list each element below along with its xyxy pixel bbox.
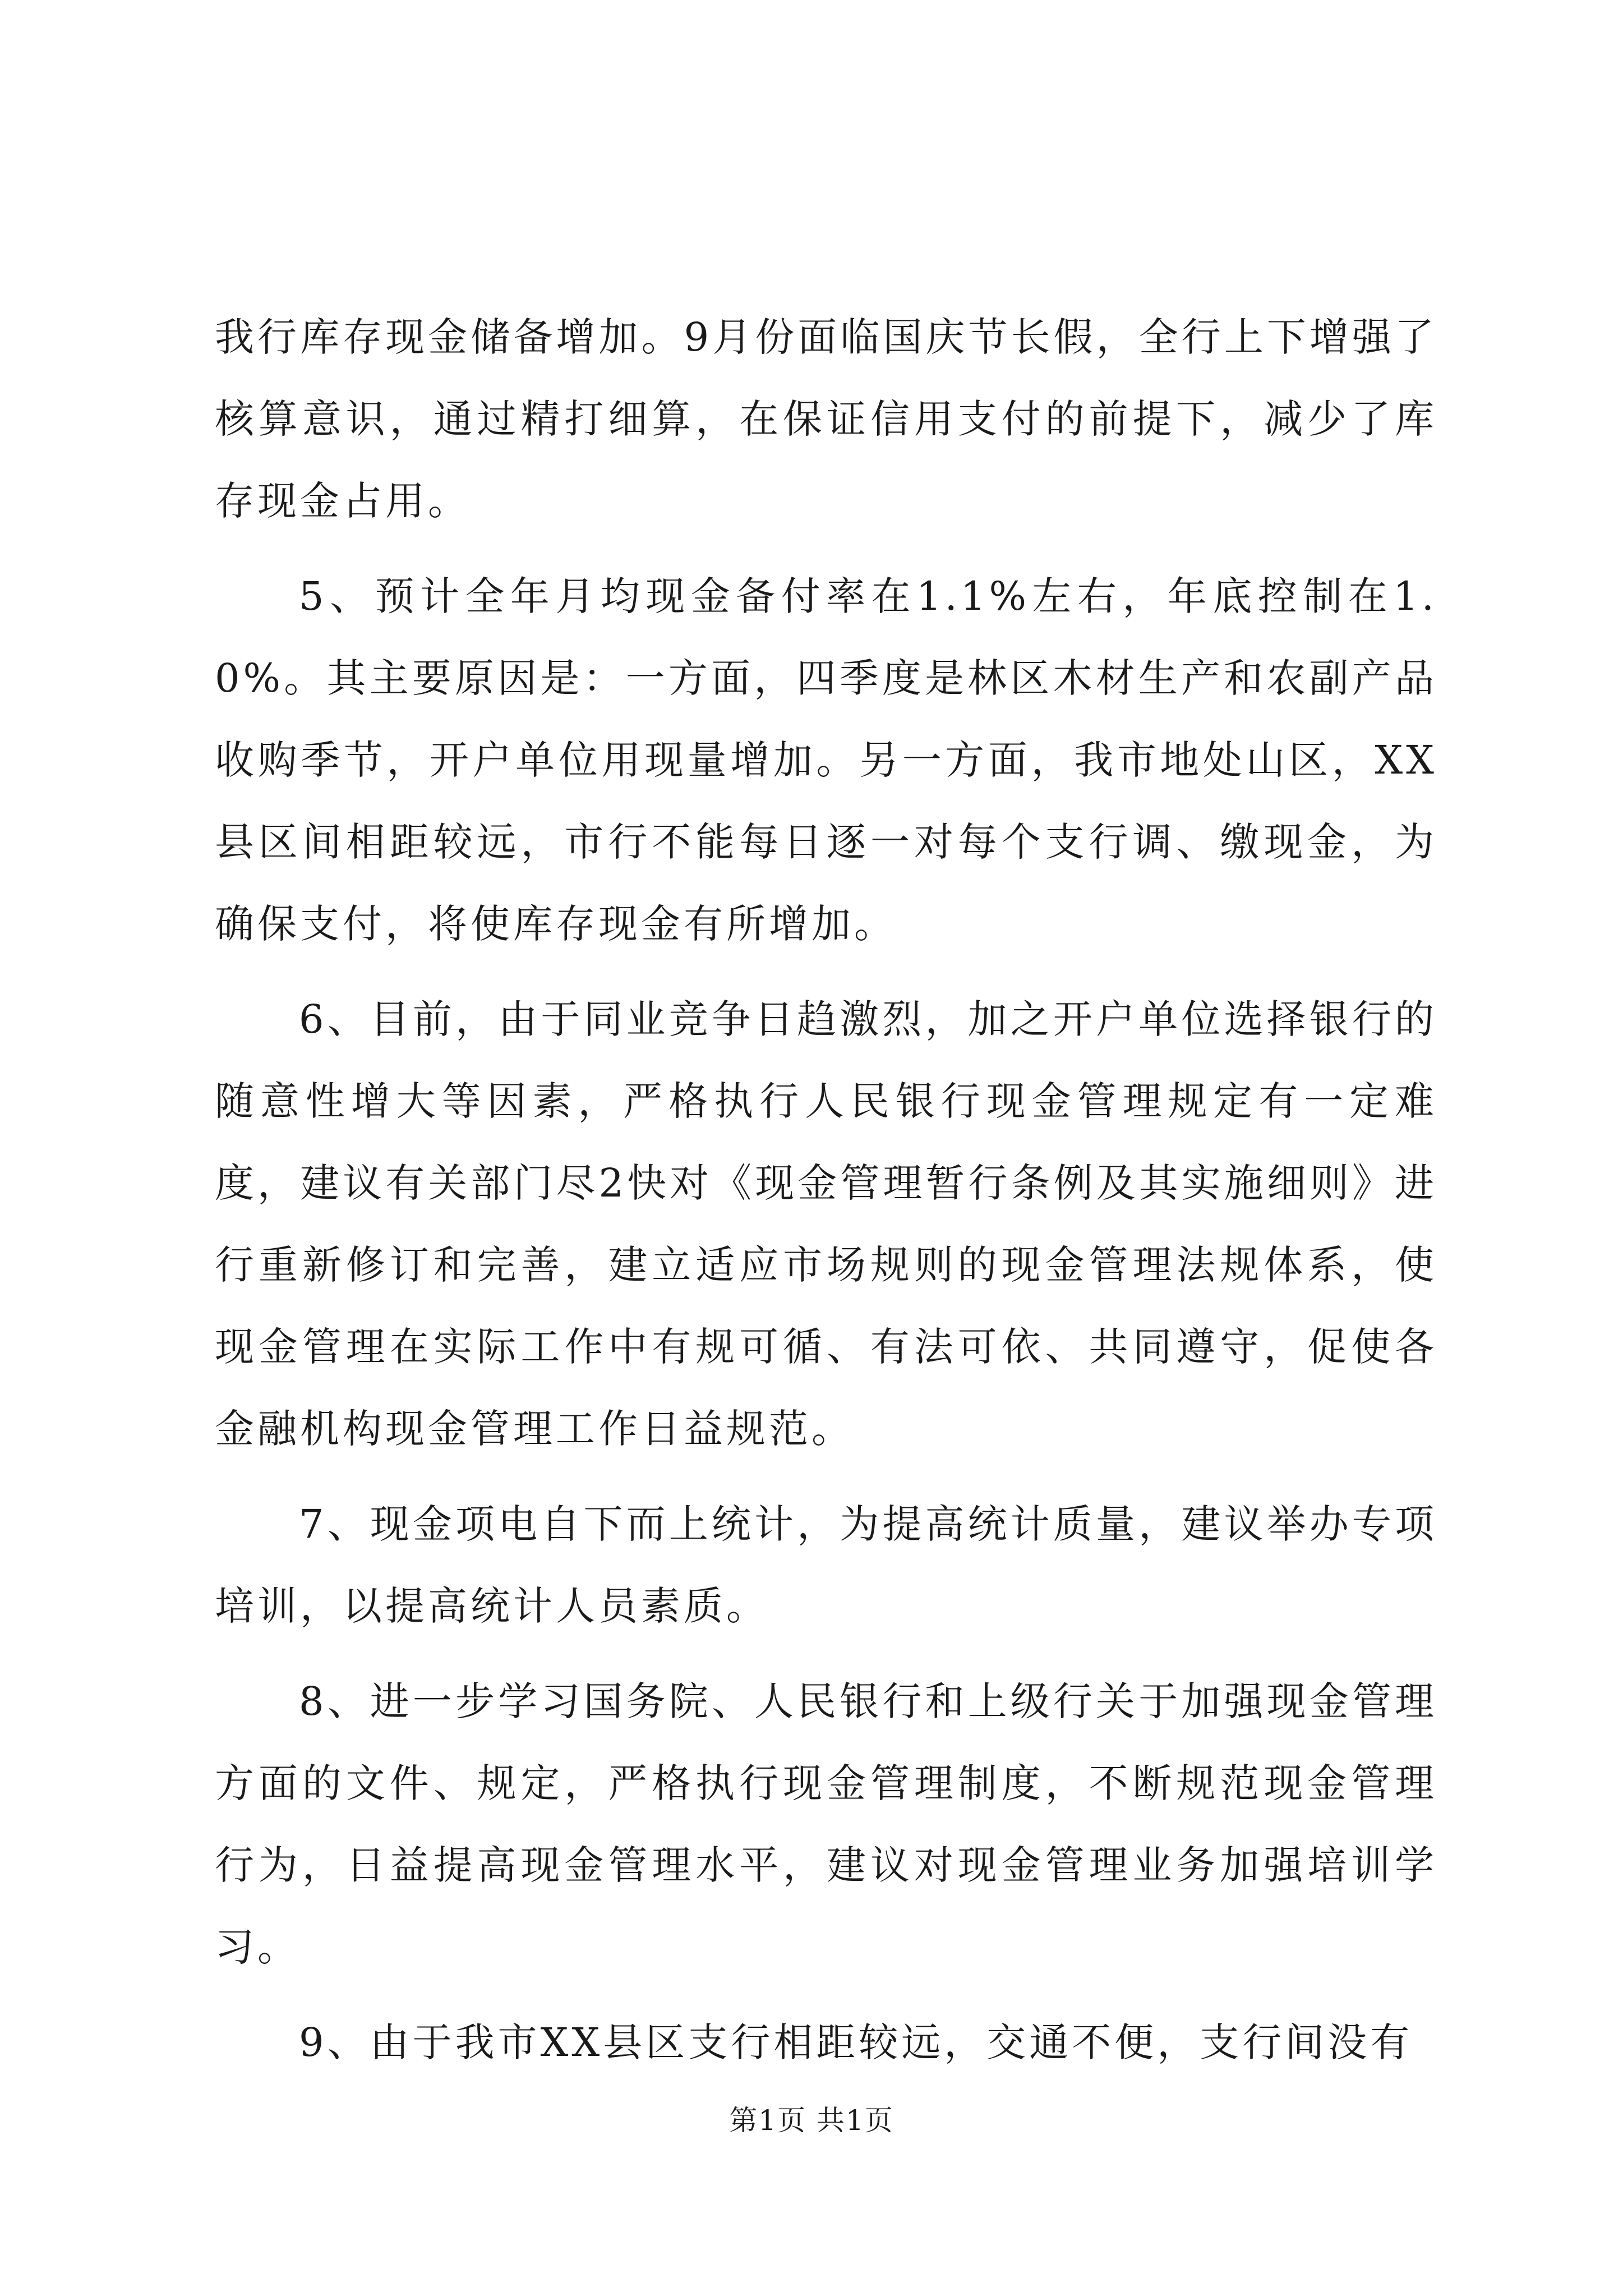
page-footer: 第1页 共1页 — [729, 2104, 894, 2137]
document-body — [215, 296, 1437, 2097]
paragraph-2: 5、预计全年月均现金备付率在1.1%左右，年底控制在1.0%。其主要原因是：一方面，四季度是林区木材生产和农副产品收购季节，开户单位用现量增加。另一方面，我市地处山区，XX县区间相距较远，市行不能每日逐一对每个支行调、缴现金，为确保支付，将使库存现金有所增加。 — [215, 573, 1437, 947]
paragraph-1: 我行库存现金储备增加。9月份面临国庆节长假，全行上下增强了核算意识，通过精打细算，在保证信用支付的前提下，减少了库存现金占用。 — [215, 314, 1437, 524]
paragraph-6: 9、由于我市XX县区支行相距较远，交通不便，支行间没有 — [299, 2019, 1413, 2065]
paragraph-4: 7、现金项电自下而上统计，为提高统计质量，建议举办专项培训，以提高统计人员素质。 — [215, 1501, 1437, 1629]
paragraph-5: 8、进一步学习国务院、人民银行和上级行关于加强现金管理方面的文件、规定，严格执行现金管理制度，不断规范现金管理行为，日益提高现金管理水平，建议对现金管理业务加强培训学习。 — [215, 1678, 1437, 1970]
paragraph-3: 6、目前，由于同业竞争日趋激烈，加之开户单位选择银行的随意性增大等因素，严格执行人民银行现金管理规定有一定难度，建议有关部门尽2快对《现金管理暂行条例及其实施细则》进行重新修订和完善，建立适应市场规则的现金管理法规体系，使现金管理在实际工作中有规可循、有法可依、共同遵守，促使各金融机构现金管理工作日益规范。 — [215, 996, 1437, 1452]
